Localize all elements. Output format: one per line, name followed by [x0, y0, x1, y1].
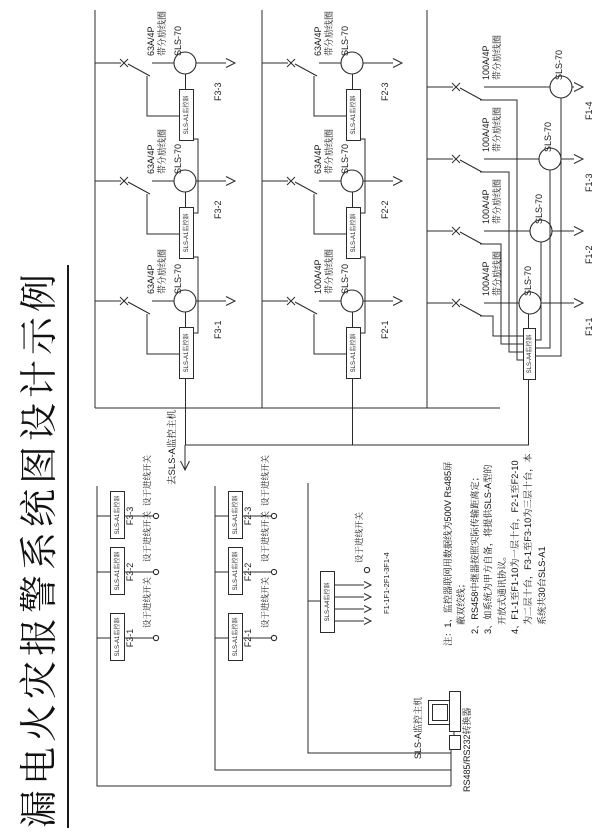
branch-coil-label: 带分励线圈 [324, 248, 334, 294]
sensor-label: SLS-70 [340, 143, 350, 174]
feeder-id-label: F1-4 [584, 101, 594, 120]
sensor-label: SLS-70 [554, 49, 564, 80]
feeder-arrow-icon [393, 59, 402, 68]
sensor-label: SLS-70 [534, 193, 544, 224]
sensor-label: SLS-70 [173, 25, 183, 56]
feeder-id-label: F3-3 [213, 82, 223, 101]
shunt-trip-wire [314, 194, 346, 234]
power-branch [427, 220, 583, 344]
feeder-arrow-icon [393, 177, 402, 186]
shunt-trip-wire [314, 314, 346, 354]
feeder-id-label: F2-3 [380, 82, 390, 101]
monitor-box: SLS-A1监控器 [179, 207, 194, 259]
feeder-arrow-icon [574, 299, 583, 308]
breaker-cross-icon [120, 59, 128, 67]
placement-tag-icon [364, 567, 369, 572]
note-line: 开放式通讯协议。 [496, 551, 507, 625]
feeder-id-label: F2-2 [380, 200, 390, 219]
shunt-trip-wire [147, 194, 179, 234]
feeder-arrow-icon [226, 177, 235, 186]
feeder-id-label: F1-1 [584, 317, 594, 336]
placement-label: 设于进线开关 [260, 454, 270, 506]
sensor-label: SLS-70 [340, 263, 350, 294]
host-label: SLS-A监控主机 [413, 696, 423, 759]
branch-coil-label: 带分励线圈 [324, 10, 334, 56]
notes-block [442, 453, 549, 646]
placement-tag-icon [271, 513, 276, 518]
monitor-box: SLS-A1监控器 [110, 613, 125, 661]
feeder-arrow-icon [574, 83, 583, 92]
converter-label: RS485/RS232转换器 [462, 707, 472, 792]
placement-label: 设于进线开关 [142, 576, 152, 628]
monitor-box: SLS-A4监控器 [320, 571, 335, 633]
feeder-arrow-icon [364, 594, 371, 601]
branch-rating-label: 100A/4P [481, 117, 491, 152]
monitor-box: SLS-A1监控器 [228, 491, 243, 539]
feeder-arrow-icon [574, 155, 583, 164]
feeder-arrow-icon [226, 297, 235, 306]
breaker-blade [128, 64, 150, 76]
breaker-blade [295, 302, 317, 314]
breaker-cross-icon [120, 177, 128, 185]
sensor-label: SLS-70 [543, 121, 553, 152]
branch-coil-label: 带分励线圈 [492, 250, 502, 296]
note-line: 蔽双绞线； [456, 579, 467, 625]
monitor-id-label: F3-1 [125, 628, 135, 648]
feeder-arrow-icon [364, 618, 371, 625]
branch-coil-label: 带分励线圈 [157, 248, 167, 294]
branch-rating-label: 100A/4P [481, 45, 491, 80]
placement-tag-icon [271, 569, 276, 574]
branch-coil-label: 带分励线圈 [157, 128, 167, 174]
breaker-blade [128, 182, 150, 194]
feeder-arrow-icon [574, 227, 583, 236]
power-branch [427, 148, 583, 352]
placement-label: 设于进线开关 [354, 511, 364, 563]
placement-tag-icon [271, 635, 276, 640]
shunt-trip-wire [147, 76, 179, 116]
shunt-trip-wire [147, 314, 179, 354]
monitor-id-label: F3-2 [125, 562, 135, 582]
to-host-label: 去SLS-A监控主机 [167, 410, 178, 485]
breaker-cross-icon [287, 297, 295, 305]
breaker-blade [295, 64, 317, 76]
host-base-unit-icon [449, 691, 461, 732]
host-monitor-screen-inner-icon [432, 704, 448, 721]
placement-label: 设于进线开关 [142, 454, 152, 506]
branch-rating-label: 100A/4P [481, 261, 491, 296]
branch-rating-label: 63A/4P [146, 26, 156, 56]
note-line: 系统共30台SLS-A1 [536, 546, 547, 625]
sensor-label: SLS-70 [173, 143, 183, 174]
note-line: 4、F1-1至F1-10为一层十台，F2-1至F2-10 [510, 460, 521, 634]
branch-rating-label: 63A/4P [146, 144, 156, 174]
monitor-box: SLS-A1监控器 [179, 89, 194, 141]
placement-label: 设于进线开关 [260, 576, 270, 628]
placement-tag-icon [153, 569, 158, 574]
breaker-cross-icon [452, 83, 460, 91]
monitor-id-label: F3-3 [125, 506, 135, 526]
note-line: 注：1、监控器联网用数据线为500V Rs485屏 [443, 461, 453, 646]
breaker-blade [460, 160, 482, 172]
monitor-id-label: F2-2 [243, 562, 253, 582]
note-line: 3、如系统为甲方自备，将提供SLS-A型的 [483, 464, 494, 634]
power-floor-f1 [427, 10, 529, 445]
monitor-box: SLS-A1监控器 [346, 89, 361, 141]
breaker-blade [295, 182, 317, 194]
monitor-box: SLS-A1监控器 [346, 327, 361, 379]
feeder-id-label: F1-3 [584, 173, 594, 192]
placement-tag-icon [153, 635, 158, 640]
branch-coil-label: 带分励线圈 [492, 106, 502, 152]
monitor-box: SLS-A1监控器 [228, 613, 243, 661]
feeder-arrow-icon [364, 606, 371, 613]
monitor-box: SLS-A1监控器 [228, 547, 243, 595]
monitor-id-label: F2-3 [243, 506, 253, 526]
placement-label: 设于进线开关 [142, 510, 152, 562]
shunt-trip-wire [314, 76, 346, 116]
breaker-cross-icon [287, 177, 295, 185]
branch-coil-label: 带分励线圈 [492, 178, 502, 224]
feeder-id-label: F2-1 [380, 320, 390, 339]
branch-rating-label: 63A/4P [313, 144, 323, 174]
branch-rating-label: 63A/4P [313, 26, 323, 56]
monitor-box: SLS-A1监控器 [110, 547, 125, 595]
placement-tag-icon [153, 513, 158, 518]
feeder-arrow-icon [364, 582, 371, 589]
note-line: 为二层十台，F3-1至F3-10为三层十台，本 [523, 453, 534, 625]
outputs-label: F1-1F1-2F1-3F1-4 [382, 552, 391, 614]
monitor-id-label: F2-1 [243, 628, 253, 648]
branch-coil-label: 带分励线圈 [157, 10, 167, 56]
breaker-cross-icon [452, 299, 460, 307]
feeder-id-label: F1-2 [584, 245, 594, 264]
breaker-cross-icon [287, 59, 295, 67]
power-branch [427, 76, 583, 360]
placement-label: 设于进线开关 [260, 510, 270, 562]
monitor-box: SLS-A1监控器 [179, 327, 194, 379]
feeder-id-label: F3-1 [213, 320, 223, 339]
branch-coil-label: 带分励线圈 [324, 128, 334, 174]
branch-rating-label: 63A/4P [146, 264, 156, 294]
branch-coil-label: 带分励线圈 [492, 34, 502, 80]
sensor-label: SLS-70 [340, 25, 350, 56]
power-branch [427, 292, 583, 336]
page-title: 漏电火灾报警系统图设计示例 [8, 265, 69, 828]
breaker-blade [460, 304, 482, 316]
rs485-converter-icon [449, 735, 461, 750]
breaker-cross-icon [120, 297, 128, 305]
breaker-cross-icon [452, 227, 460, 235]
feeder-arrow-icon [393, 297, 402, 306]
branch-rating-label: 100A/4P [313, 259, 323, 294]
sensor-label: SLS-70 [173, 263, 183, 294]
feeder-arrow-icon [226, 59, 235, 68]
monitor-box: SLS-A1监控器 [110, 491, 125, 539]
branch-rating-label: 100A/4P [481, 189, 491, 224]
monitor-ct-link [534, 242, 541, 340]
breaker-blade [460, 88, 482, 100]
monitor-box: SLS-A4监控器 [523, 328, 536, 380]
monitor-box: SLS-A1监控器 [346, 207, 361, 259]
breaker-blade [460, 232, 482, 244]
breaker-cross-icon [452, 155, 460, 163]
note-line: 2、RS458中继器按照实际传输距离定； [469, 472, 480, 634]
feeder-id-label: F3-2 [213, 200, 223, 219]
sensor-label: SLS-70 [523, 265, 533, 296]
breaker-blade [128, 302, 150, 314]
